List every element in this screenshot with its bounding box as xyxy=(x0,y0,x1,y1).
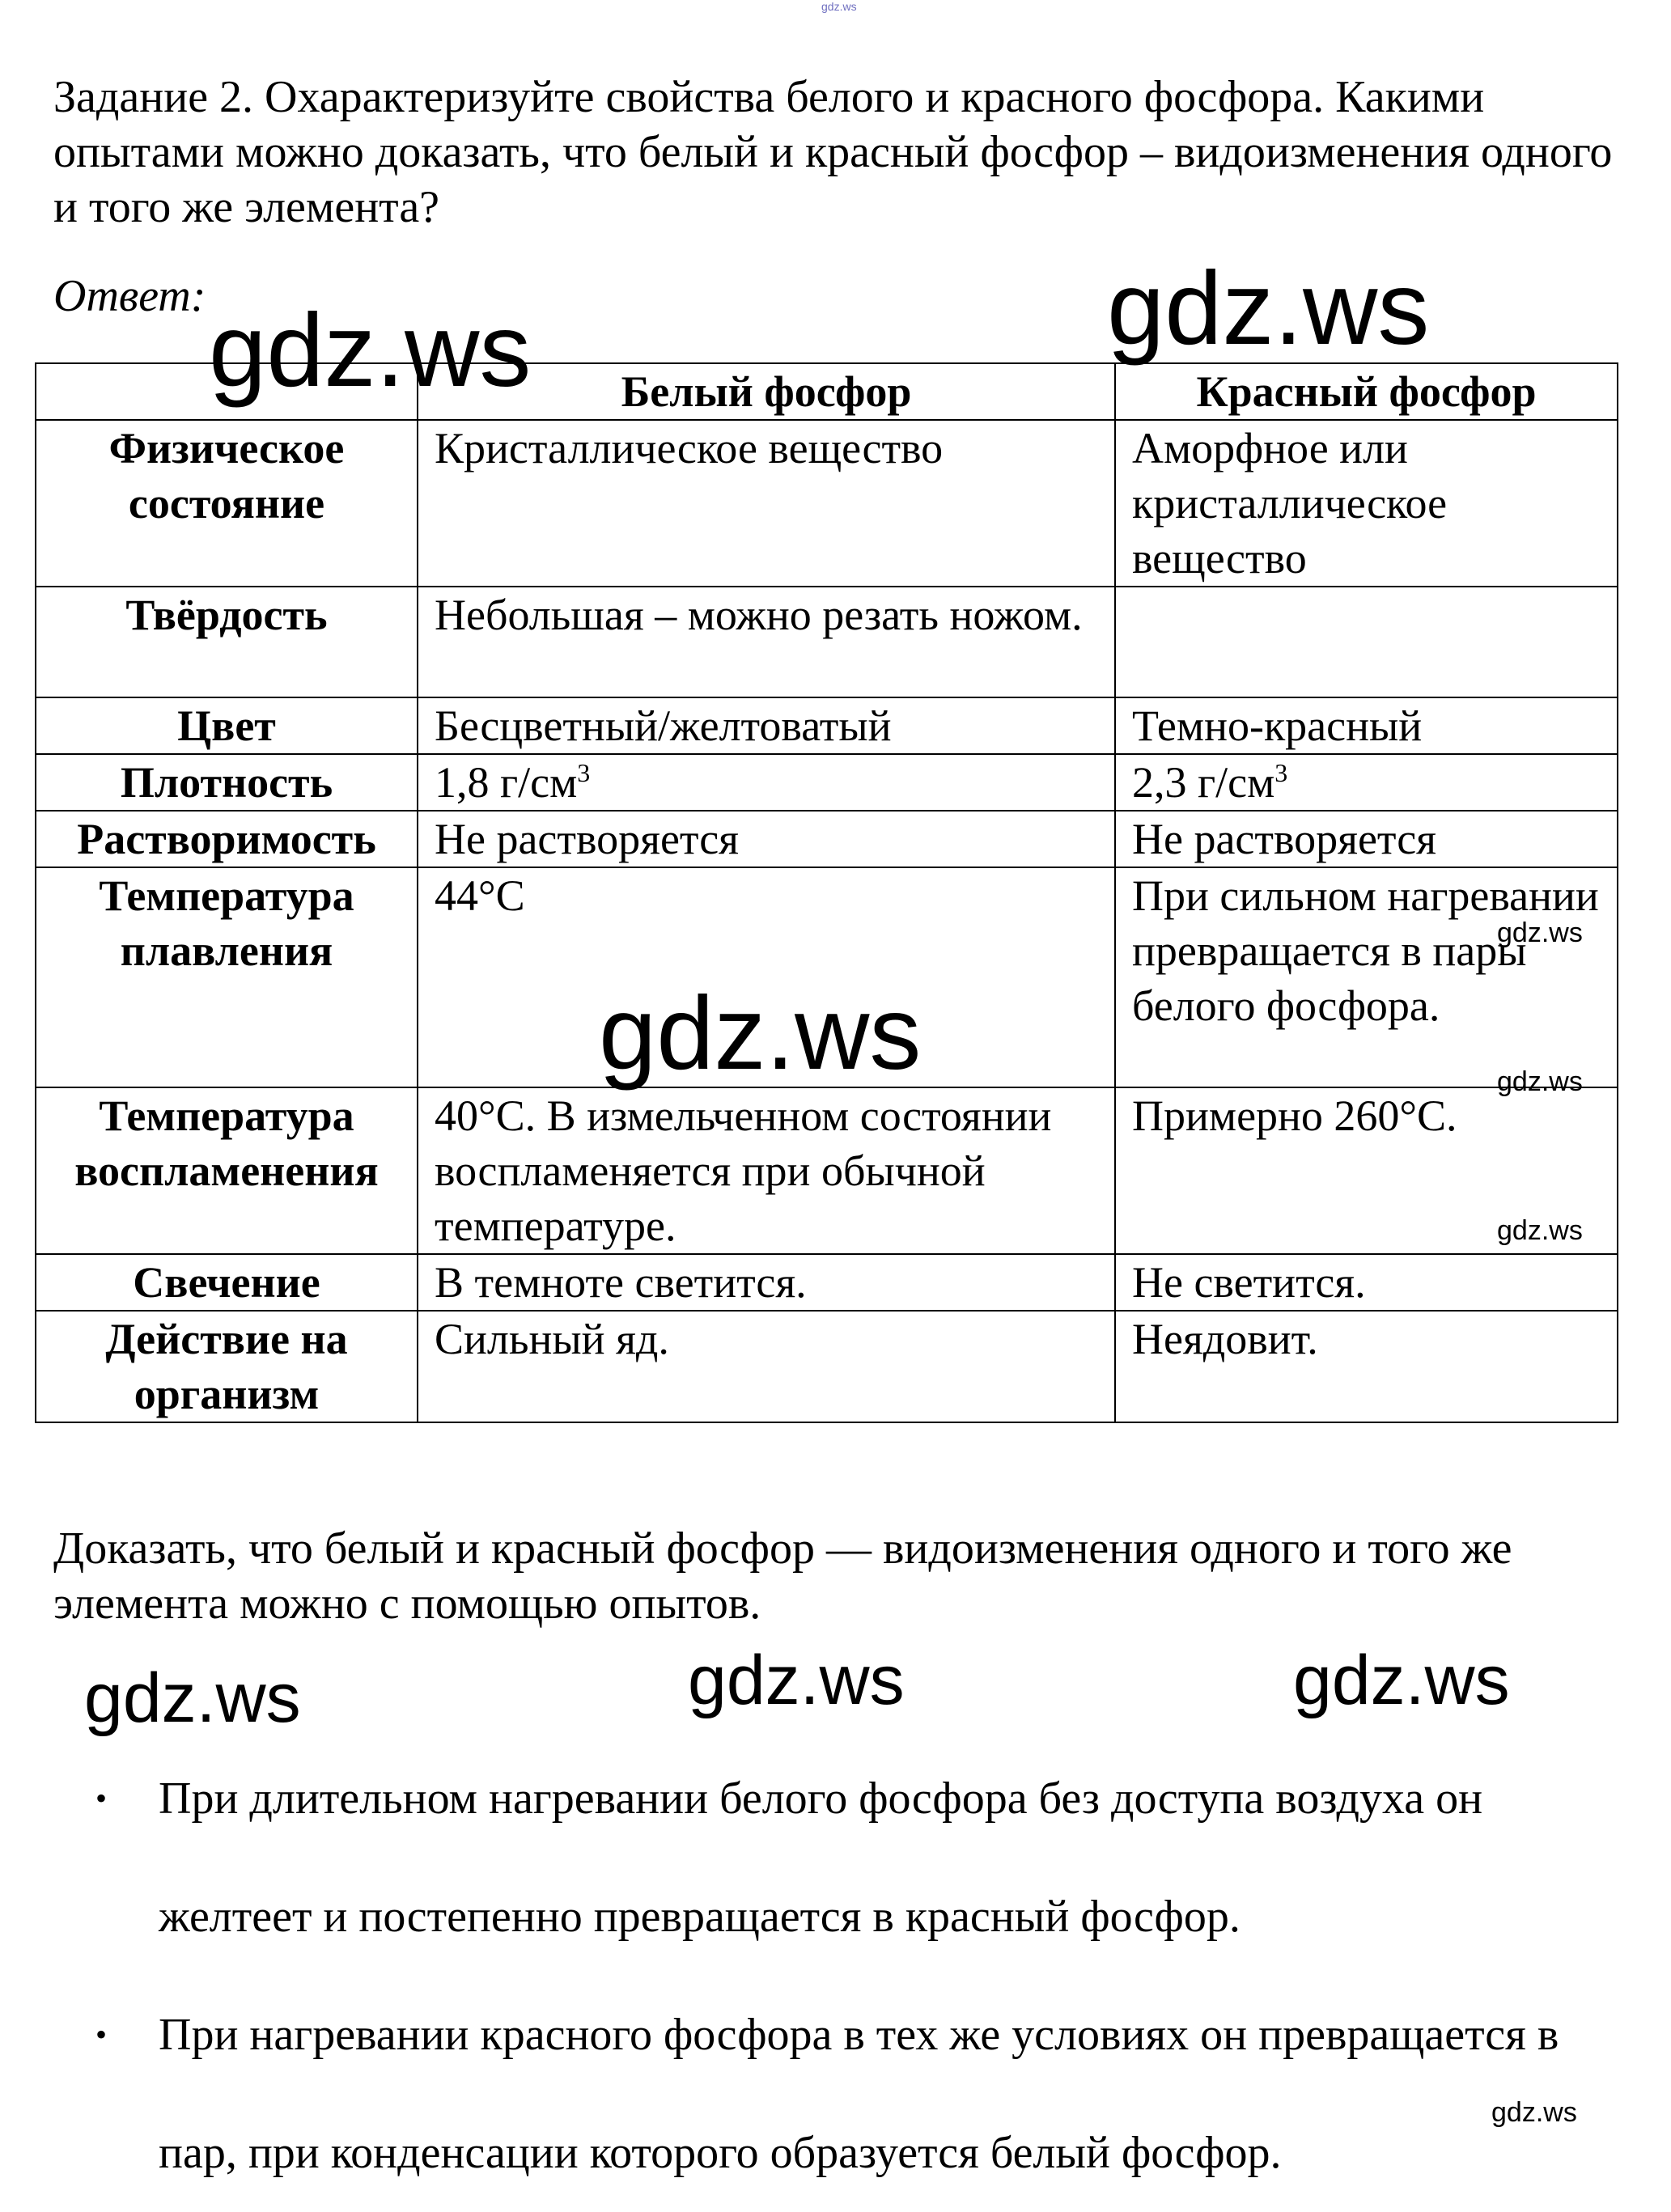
table-row xyxy=(36,420,1618,587)
red-value xyxy=(1115,587,1618,697)
property-name: Цвет xyxy=(36,697,418,754)
watermark: gdz.ws xyxy=(209,293,532,409)
watermark: gdz.ws xyxy=(84,1659,301,1737)
white-value: Небольшая – можно резать ножом. xyxy=(418,587,1115,697)
property-name: Температура воспламенения xyxy=(36,1087,418,1254)
list-item-text: При длительном нагревании белого фосфора без доступа воздуха он желтеет и постепенно превращается в красный фосфор. xyxy=(159,1773,1483,1942)
property-name: Свечение xyxy=(36,1254,418,1311)
red-value: При сильном нагревании превращается в пары белого фосфора. xyxy=(1115,867,1618,1087)
watermark: gdz.ws xyxy=(1497,917,1583,948)
list-item xyxy=(53,1740,1639,1976)
red-density-value: 2,3 г/см xyxy=(1132,758,1275,807)
watermark: gdz.ws xyxy=(688,1642,905,1719)
red-value: Примерно 260°C. xyxy=(1115,1087,1618,1254)
white-density-value: 1,8 г/см xyxy=(435,758,578,807)
white-value: Не растворяется xyxy=(418,811,1115,867)
table-row xyxy=(36,697,1618,754)
property-name: Температура плавления xyxy=(36,867,418,1087)
white-value: 40°C. В измельченном состоянии воспламеняется при обычной температуре. xyxy=(418,1087,1115,1254)
white-value: Кристаллическое вещество xyxy=(418,420,1115,587)
experiment-list xyxy=(53,1740,1639,2212)
header-red-phosphorus: Красный фосфор xyxy=(1115,363,1618,420)
table-row xyxy=(36,754,1618,811)
watermark: gdz.ws xyxy=(1293,1642,1510,1719)
task-text: Задание 2. Охарактеризуйте свойства белого и красного фосфора. Какими опытами можно доказать, что белый и красный фосфор – видоизменения одного и того же элемента? xyxy=(53,72,1613,232)
phosphorus-properties-table xyxy=(35,362,1618,1423)
red-value: Не растворяется xyxy=(1115,811,1618,867)
white-value: В темноте светится. xyxy=(418,1254,1115,1311)
top-watermark: gdz.ws xyxy=(821,0,857,13)
red-value: Темно-красный xyxy=(1115,697,1618,754)
bullet-icon: • xyxy=(95,1780,108,1816)
table-row xyxy=(36,1254,1618,1311)
white-value xyxy=(418,754,1115,811)
conclusion-text: Доказать, что белый и красный фосфор — видоизменения одного и того же элемента можно с помощью опытов. xyxy=(53,1523,1512,1629)
property-name: Плотность xyxy=(36,754,418,811)
watermark: gdz.ws xyxy=(1491,2097,1577,2128)
white-value: 44°C xyxy=(418,867,1115,1087)
list-item-text: При нагревании красного фосфора в тех же условиях он превращается в пар, при конденсации которого образуется белый фосфор. xyxy=(159,2010,1559,2178)
bullet-icon: • xyxy=(95,2016,108,2053)
property-name: Действие на организм xyxy=(36,1311,418,1422)
watermark: gdz.ws xyxy=(1497,1066,1583,1097)
red-value xyxy=(1115,754,1618,811)
watermark: gdz.ws xyxy=(1497,1215,1583,1246)
property-name: Твёрдость xyxy=(36,587,418,697)
white-density-exponent: 3 xyxy=(577,758,591,787)
red-density-exponent: 3 xyxy=(1274,758,1288,787)
list-item xyxy=(53,1976,1639,2212)
watermark: gdz.ws xyxy=(599,976,922,1091)
red-value: Аморфное или кристаллическое вещество xyxy=(1115,420,1618,587)
table-row xyxy=(36,1087,1618,1254)
table-row xyxy=(36,811,1618,867)
white-value: Бесцветный/желтоватый xyxy=(418,697,1115,754)
property-name: Растворимость xyxy=(36,811,418,867)
red-value: Неядовит. xyxy=(1115,1311,1618,1422)
red-value: Не светится. xyxy=(1115,1254,1618,1311)
white-value: Сильный яд. xyxy=(418,1311,1115,1422)
header-white-phosphorus: Белый фосфор xyxy=(418,363,1115,420)
answer-label: Ответ: xyxy=(53,271,206,321)
table-row xyxy=(36,587,1618,697)
property-name: Физическое состояние xyxy=(36,420,418,587)
table-row xyxy=(36,1311,1618,1422)
watermark: gdz.ws xyxy=(1107,251,1430,367)
